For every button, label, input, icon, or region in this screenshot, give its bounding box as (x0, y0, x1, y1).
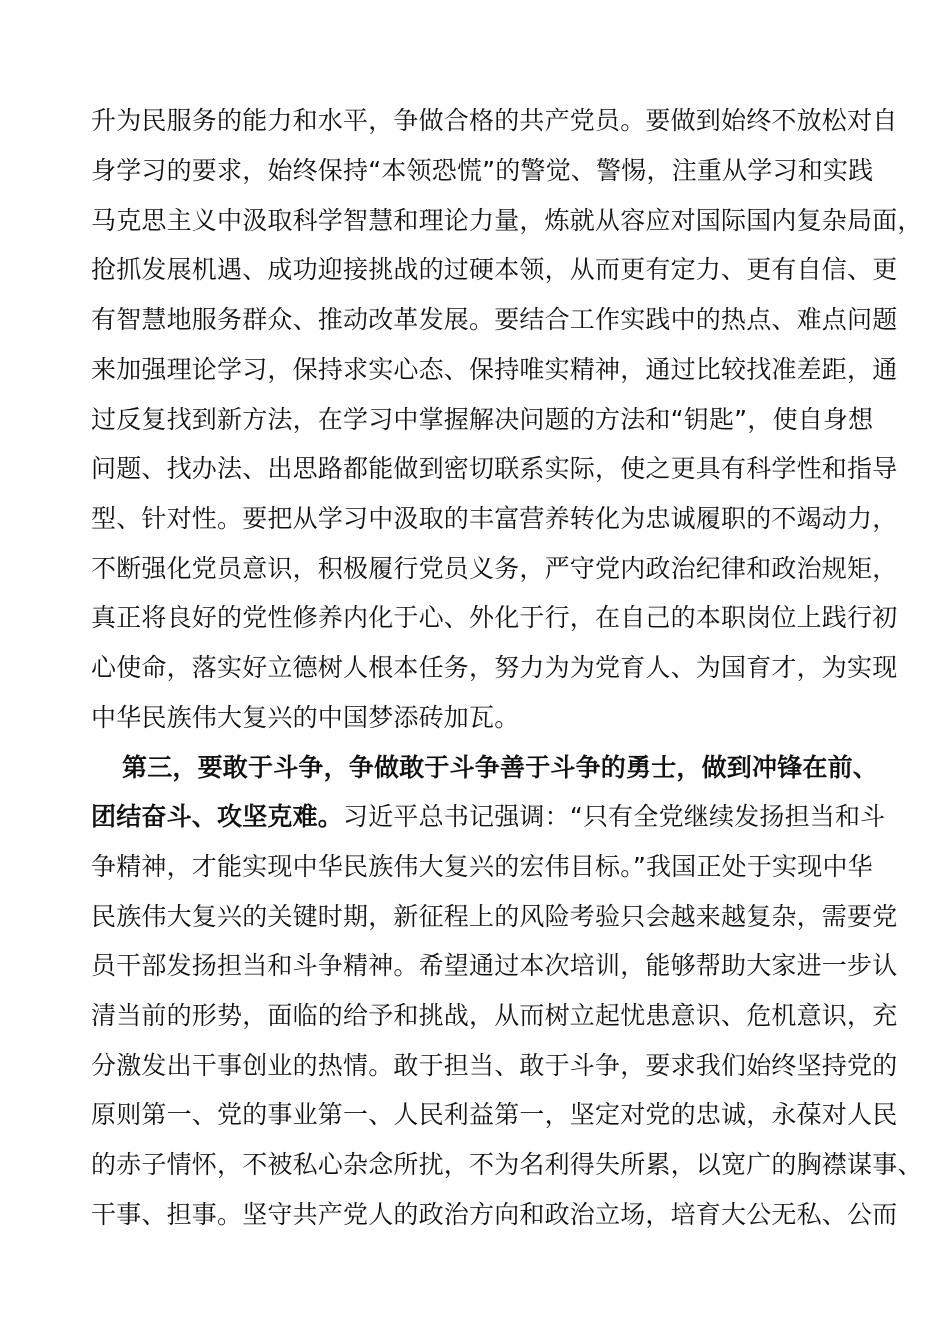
paragraph-1-line: 来加强理论学习，保持求实心态、保持唯实精神，通过比较找准差距，通 (91, 355, 898, 384)
paragraph-1-line: 有智慧地服务群众、推动改革发展。要结合工作实践中的热点、难点问题 (91, 305, 898, 334)
paragraph-1-line: 问题、找办法、出思路都能做到密切联系实际，使之更具有科学性和指导 (91, 454, 898, 483)
paragraph-2-line: 干事、担事。坚守共产党人的政治方向和政治立场，培育大公无私、公而 (91, 1200, 898, 1229)
section-heading-continuation: 团结奋斗、攻坚克难。 (91, 802, 344, 831)
paragraph-2-line: 原则第一、党的事业第一、人民利益第一，坚定对党的忠诚，永葆对人民 (91, 1100, 898, 1129)
paragraph-1-line: 型、针对性。要把从学习中汲取的丰富营养转化为忠诚履职的不竭动力， (91, 504, 898, 533)
section-heading-third: 第三，要敢于斗争，争做敢于斗争善于斗争的勇士，做到冲锋在前、 (122, 753, 879, 782)
paragraph-2-line: 争精神，才能实现中华民族伟大复兴的宏伟目标。”我国正处于实现中华 (91, 852, 873, 881)
paragraph-2-line: 清当前的形势，面临的给予和挑战，从而树立起忧患意识、危机意识，充 (91, 1001, 898, 1030)
paragraph-1-line: 升为民服务的能力和水平，争做合格的共产党员。要做到始终不放松对自 (91, 106, 898, 135)
paragraph-1-line: 中华民族伟大复兴的中国梦添砖加瓦。 (91, 703, 520, 732)
paragraph-2-line: 民族伟大复兴的关键时期，新征程上的风险考验只会越来越复杂，需要党 (91, 902, 898, 931)
paragraph-2-line: 分激发出干事创业的热情。敢于担当、敢于斗争，要求我们始终坚持党的 (91, 1051, 898, 1080)
paragraph-1-line: 身学习的要求，始终保持“本领恐慌”的警觉、警惕，注重从学习和实践 (91, 156, 874, 185)
paragraph-2-line (91, 800, 886, 834)
paragraph-1-line: 不断强化党员意识，积极履行党员义务，严守党内政治纪律和政治规矩， (91, 554, 898, 583)
paragraph-2-text: 习近平总书记强调：“只有全党继续发扬担当和斗 (343, 802, 886, 831)
paragraph-2-line: 的赤子情怀，不被私心杂念所扰，不为名利得失所累，以宽广的胸襟谋事、 (91, 1150, 923, 1179)
paragraph-1-line: 心使命，落实好立德树人根本任务，努力为为党育人、为国育才，为实现 (91, 653, 898, 682)
paragraph-1-line: 马克思主义中汲取科学智慧和理论力量，炼就从容应对国际国内复杂局面， (91, 206, 923, 235)
paragraph-1-line: 过反复找到新方法，在学习中掌握解决问题的方法和“钥匙”，使自身想 (91, 405, 874, 434)
paragraph-1-line: 抢抓发展机遇、成功迎接挑战的过硬本领，从而更有定力、更有自信、更 (91, 255, 898, 284)
paragraph-2-line: 员干部发扬担当和斗争精神。希望通过本次培训，能够帮助大家进一步认 (91, 951, 898, 980)
paragraph-1-line: 真正将良好的党性修养内化于心、外化于行，在自己的本职岗位上践行初 (91, 603, 898, 632)
